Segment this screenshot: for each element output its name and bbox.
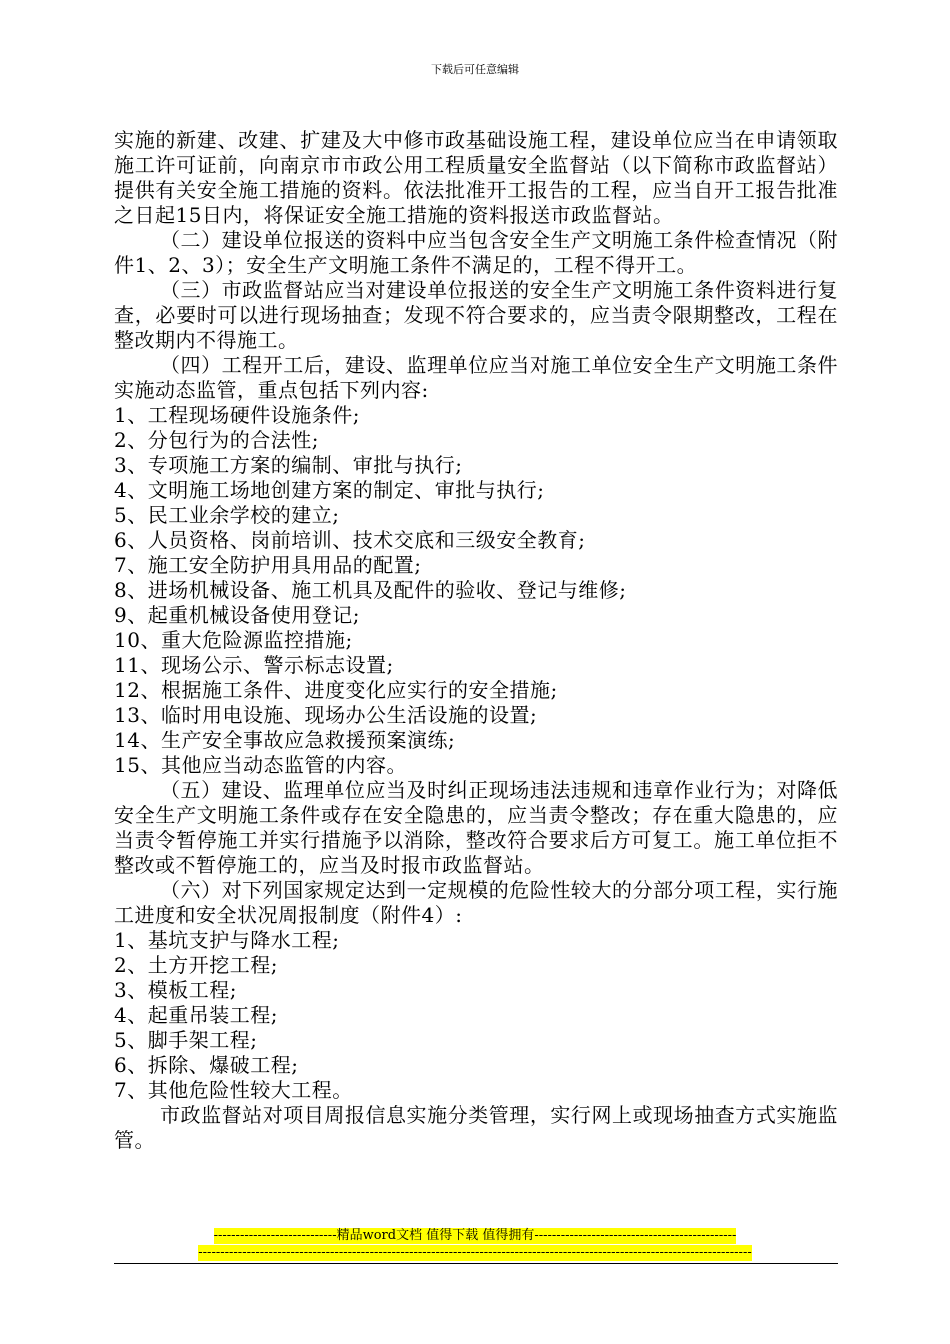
list-item: 6、拆除、爆破工程; xyxy=(114,1053,299,1077)
list-item: 10、重大危险源监控措施; xyxy=(114,628,353,652)
list-item: 9、起重机械设备使用登记; xyxy=(114,603,360,627)
paragraph-4: （四）工程开工后，建设、监理单位应当对施工单位安全生产文明施工条件实施动态监管，重点包括下列内容: xyxy=(114,353,838,402)
document-body xyxy=(114,128,838,1153)
footer-line-1: ----------------------------精品word文档 值得下载 值得拥有---------------------------------------------- xyxy=(213,1228,737,1243)
list-item: 2、土方开挖工程; xyxy=(114,953,278,977)
list-item: 1、基坑支护与降水工程; xyxy=(114,928,340,952)
list-item: 4、起重吊装工程; xyxy=(114,1003,278,1027)
paragraph-closing: 市政监督站对项目周报信息实施分类管理，实行网上或现场抽查方式实施监管。 xyxy=(114,1103,838,1152)
paragraph-2: （二）建设单位报送的资料中应当包含安全生产文明施工条件检查情况（附件1、2、3）；安全生产文明施工条件不满足的，工程不得开工。 xyxy=(114,228,838,277)
paragraph-6: （六）对下列国家规定达到一定规模的危险性较大的分部分项工程，实行施工进度和安全状况周报制度（附件4）: xyxy=(114,878,838,927)
list-item: 3、专项施工方案的编制、审批与执行; xyxy=(114,453,463,477)
list-item: 3、模板工程; xyxy=(114,978,237,1002)
footer-banner xyxy=(0,1228,950,1261)
list-item: 7、施工安全防护用具用品的配置; xyxy=(114,553,422,577)
list-item: 8、进场机械设备、施工机具及配件的验收、登记与维修; xyxy=(114,578,627,602)
list-item: 13、临时用电设施、现场办公生活设施的设置; xyxy=(114,703,538,727)
list-item: 12、根据施工条件、进度变化应实行的安全措施; xyxy=(114,678,558,702)
paragraph-5: （五）建设、监理单位应当及时纠正现场违法违规和违章作业行为；对降低安全生产文明施工条件或存在安全隐患的，应当责令整改；存在重大隐患的，应当责令暂停施工并实行措施予以消除，整改符合要求后方可复工。施工单位拒不整改或不暂停施工的，应当及时报市政监督站。 xyxy=(114,778,838,877)
list-item: 5、民工业余学校的建立; xyxy=(114,503,340,527)
list-item: 15、其他应当动态监管的内容。 xyxy=(114,753,407,777)
page-header: 下载后可任意编辑 xyxy=(431,63,519,76)
footer-line-2: ------------------------------------------------------------------------------------------------------------------------------ xyxy=(198,1245,752,1260)
paragraph-3: （三）市政监督站应当对建设单位报送的安全生产文明施工条件资料进行复查，必要时可以进行现场抽查；发现不符合要求的，应当责令限期整改，工程在整改期内不得施工。 xyxy=(114,278,838,352)
list-item: 6、人员资格、岗前培训、技术交底和三级安全教育; xyxy=(114,528,586,552)
list-item: 4、文明施工场地创建方案的制定、审批与执行; xyxy=(114,478,545,502)
paragraph-intro: 实施的新建、改建、扩建及大中修市政基础设施工程，建设单位应当在申请领取施工许可证前，向南京市市政公用工程质量安全监督站（以下简称市政监督站）提供有关安全施工措施的资料。依法批准开工报告的工程，应当自开工报告批准之日起15日内，将保证安全施工措施的资料报送市政监督站。 xyxy=(114,128,838,227)
footer-divider xyxy=(114,1263,838,1264)
list-item: 5、脚手架工程; xyxy=(114,1028,258,1052)
list-item: 14、生产安全事故应急救援预案演练; xyxy=(114,728,456,752)
list-item: 11、现场公示、警示标志设置; xyxy=(114,653,394,677)
list-item: 2、分包行为的合法性; xyxy=(114,428,319,452)
list-item: 1、工程现场硬件设施条件; xyxy=(114,403,360,427)
list-item: 7、其他危险性较大工程。 xyxy=(114,1078,353,1102)
